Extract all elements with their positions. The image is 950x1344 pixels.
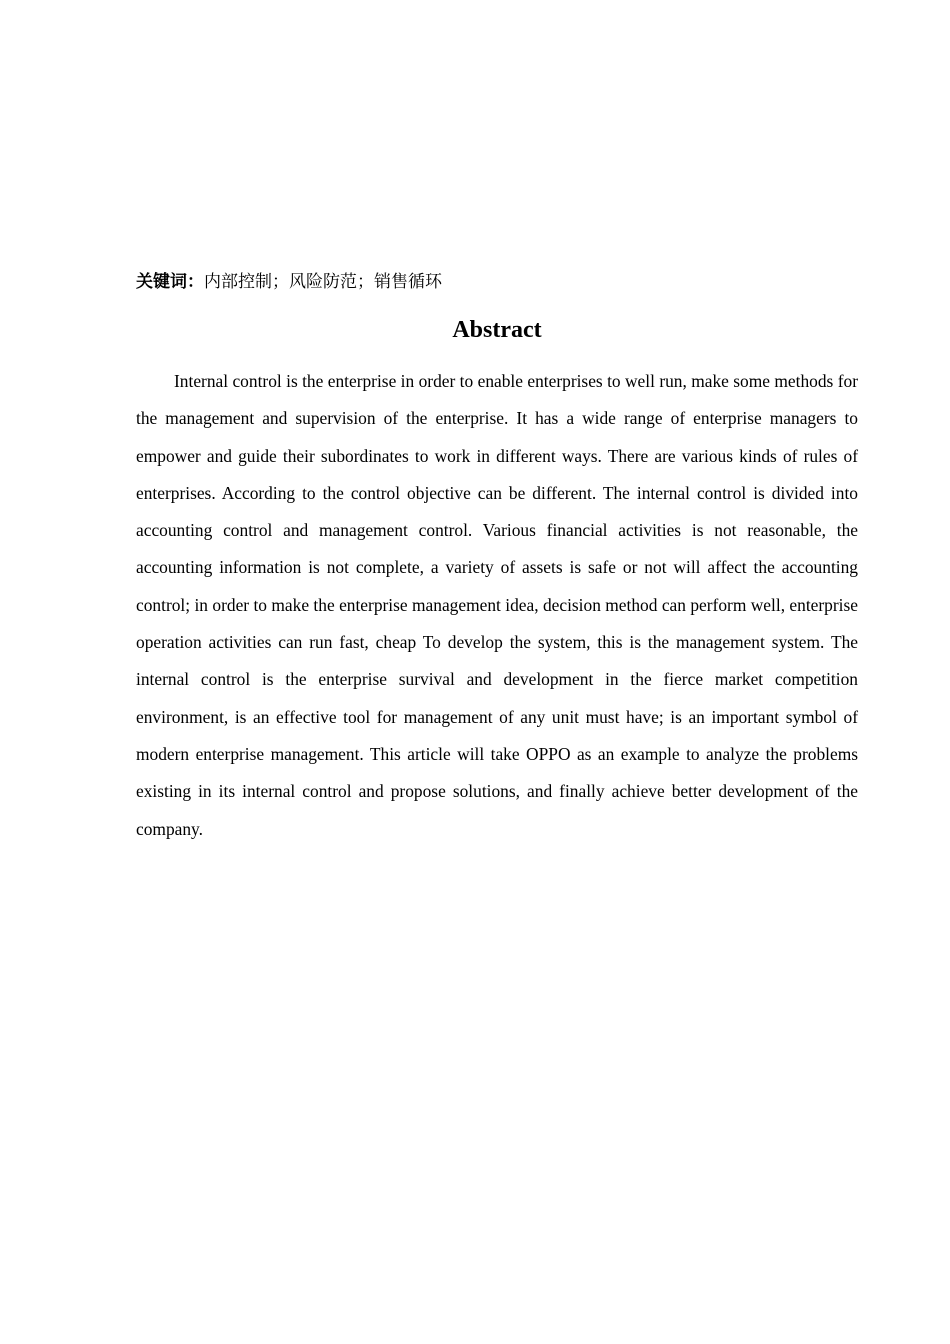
keywords-line — [136, 270, 858, 294]
keywords-terms: 内部控制；风险防范；销售循环 — [204, 272, 442, 292]
keywords-label: 关键词： — [136, 272, 204, 292]
abstract-heading: Abstract — [452, 317, 542, 343]
abstract-paragraph: Internal control is the enterprise in order to enable enterprises to well run, make some methods for the management and supervision of the enterprise. It has a wide range of enterprise managers to empower and guide their subordinates to work in different ways. There are various kinds of rules of enterprises. According to the control objective can be different. The internal control is divided into accounting control and management control. Various financial activities is not reasonable, the accounting information is not complete, a variety of assets is safe or not will affect the accounting control; in order to make the enterprise management idea, decision method can perform well, enterprise operation activities can run fast, cheap To develop the system, this is the management system. The internal control is the enterprise survival and development in the fierce market competition environment, is an effective tool for management of any unit must have; is an important symbol of modern enterprise management. This article will take OPPO as an example to analyze the problems existing in its internal control and propose solutions, and finally achieve better development of the company. — [136, 371, 858, 839]
